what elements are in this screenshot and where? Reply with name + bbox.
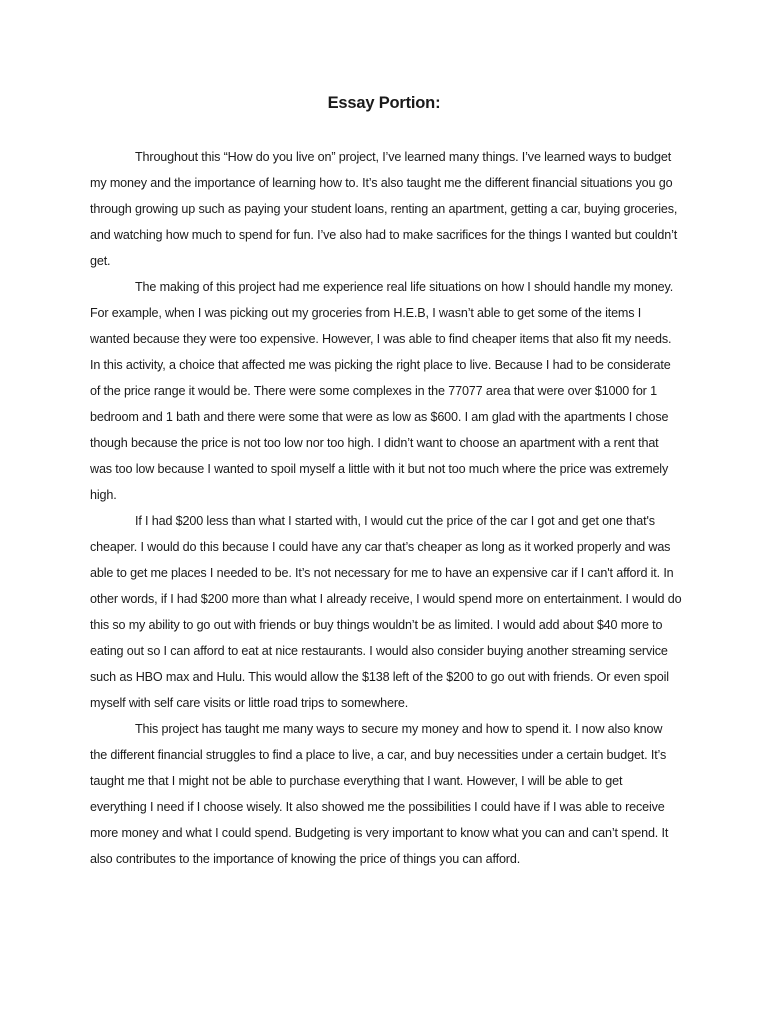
paragraph-budget-changes: If I had $200 less than what I started with, I would cut the price of the car I got and get one that's cheaper. I would do this because I could have any car that’s cheaper as long as it worked properly and was able to get me places I needed to be. It’s not necessary for me to have an expensive car if I can't afford it. In other words, if I had $200 more than what I already receive, I would spend more on entertainment. I would do this so my ability to go out with friends or buy things wouldn’t be as limited. I would add about $40 more to eating out so I can afford to eat at nice restaurants. I would also consider buying another streaming service such as HBO max and Hulu. This would allow the $138 left of the $200 to go out with friends. Or even spoil myself with self care visits or little road trips to somewhere. [90, 514, 682, 710]
essay-title: Essay Portion: [327, 94, 441, 112]
paragraph-conclusion: This project has taught me many ways to secure my money and how to spend it. I now also know the different financial struggles to find a place to live, a car, and buy necessities under a certain budget. It’s taught me that I might not be able to purchase everything that I want. However, I will be able to get everything I need if I choose wisely. It also showed me the possibilities I could have if I was able to receive more money and what I could spend. Budgeting is very important to know what you can and can’t spend. It also contributes to the importance of knowing the price of things you can afford. [90, 722, 669, 866]
paragraph-intro: Throughout this “How do you live on” project, I’ve learned many things. I’ve learned ways to budget my money and the importance of learning how to. It’s also taught me the different financial situations you go through growing up such as paying your student loans, renting an apartment, getting a car, buying groceries, and watching how much to spend for fun. I’ve also had to make sacrifices for the things I wanted but couldn’t get. [90, 150, 678, 268]
essay-body [90, 144, 682, 872]
paragraph-experience: The making of this project had me experience real life situations on how I should handle my money. For example, when I was picking out my groceries from H.E.B, I wasn’t able to get some of the items I wanted because they were too expensive. However, I was able to find cheaper items that also fit my needs. In this activity, a choice that affected me was picking the right place to live. Because I had to be considerate of the price range it would be. There were some complexes in the 77077 area that were over $1000 for 1 bedroom and 1 bath and there were some that were as low as $600. I am glad with the apartments I chose though because the price is not too low nor too high. I didn’t want to choose an apartment with a rent that was too low because I wanted to spoil myself a little with it but not too much where the price was extremely high. [90, 280, 674, 502]
